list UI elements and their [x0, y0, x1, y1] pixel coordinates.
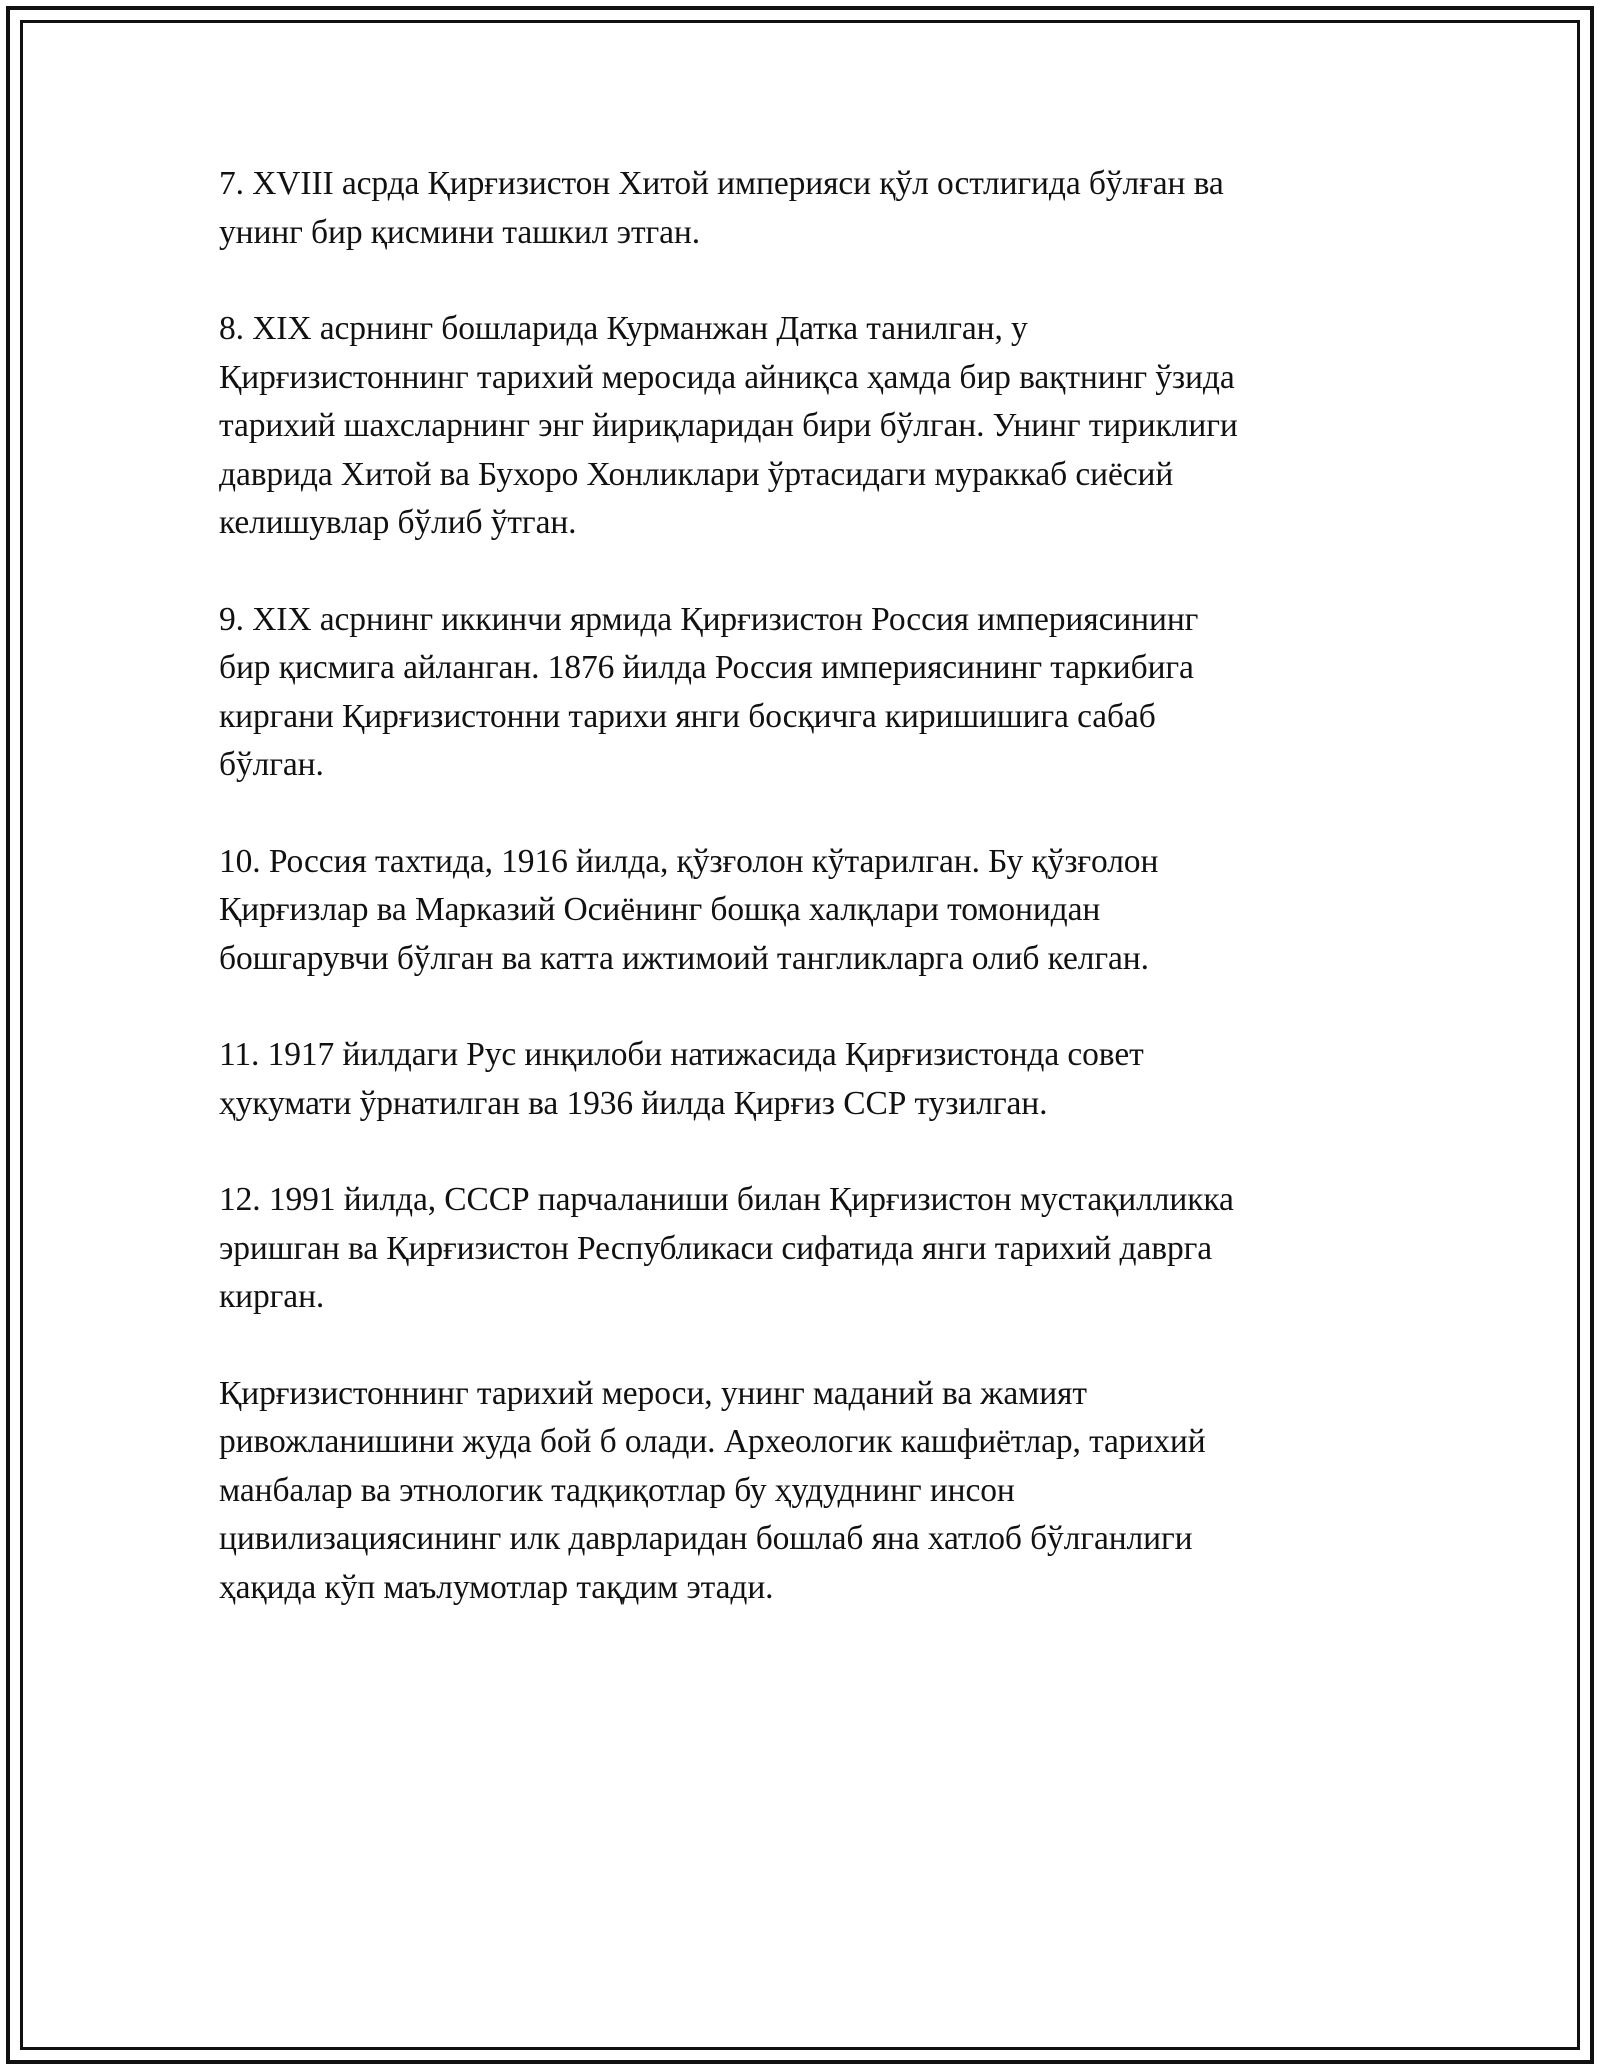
paragraph-item-7: 7. XVIII асрда Қирғизистон Хитой империяси қўл остлигида бўлған ва унинг бир қисмини ташкил этган.	[219, 165, 1224, 251]
document-body	[219, 160, 1379, 1660]
paragraph-item-8: 8. XIX асрнинг бошларида Курманжан Датка танилган, у Қирғизистоннинг тарихий меросида айниқса ҳамда бир вақтнинг ўзида тарихий шахсларнинг энг йириқларидан бири бўлган. Унинг тириклиги даврида Хитой ва Бухоро Хонликлари ўртасидаги мураккаб сиёсий келишувлар бўлиб ўтган.	[219, 310, 1238, 541]
paragraph-item-12: 12. 1991 йилда, СССР парчаланиши билан Қирғизистон мустақилликка эришган ва Қирғизистон Республикаси сифатида янги тарихий даврга кирган.	[219, 1181, 1234, 1315]
paragraph-item-10: 10. Россия тахтида, 1916 йилда, қўзғолон кўтарилган. Бу қўзғолон Қирғизлар ва Марказий Осиёнинг бошқа халқлари томонидан бошгарувчи бўлган ва катта ижтимоий тангликларга олиб келган.	[219, 842, 1159, 977]
paragraph-item-9: 9. XIX асрнинг иккинчи ярмида Қирғизистон Россия империясининг бир қисмига айланган. 1876 йилда Россия империясининг таркибига киргани Қирғизистонни тарихи янги босқичга киришишига сабаб бўлган.	[219, 600, 1199, 783]
paragraph-conclusion: Қирғизистоннинг тарихий мероси, унинг маданий ва жамият ривожланишини жуда бой б олади. Археологик кашфиётлар, тарихий манбалар ва этнологик тадқиқотлар бу ҳудуднинг инсон цивилизациясининг илк даврларидан бошлаб яна хатлоб бўлганлиги ҳақида кўп маълумотлар тақдим этади.	[219, 1374, 1206, 1606]
paragraph-item-11: 11. 1917 йилдаги Рус инқилоби натижасида Қирғизистонда совет ҳукумати ўрнатилган ва 1936 йилда Қирғиз ССР тузилган.	[219, 1036, 1144, 1122]
